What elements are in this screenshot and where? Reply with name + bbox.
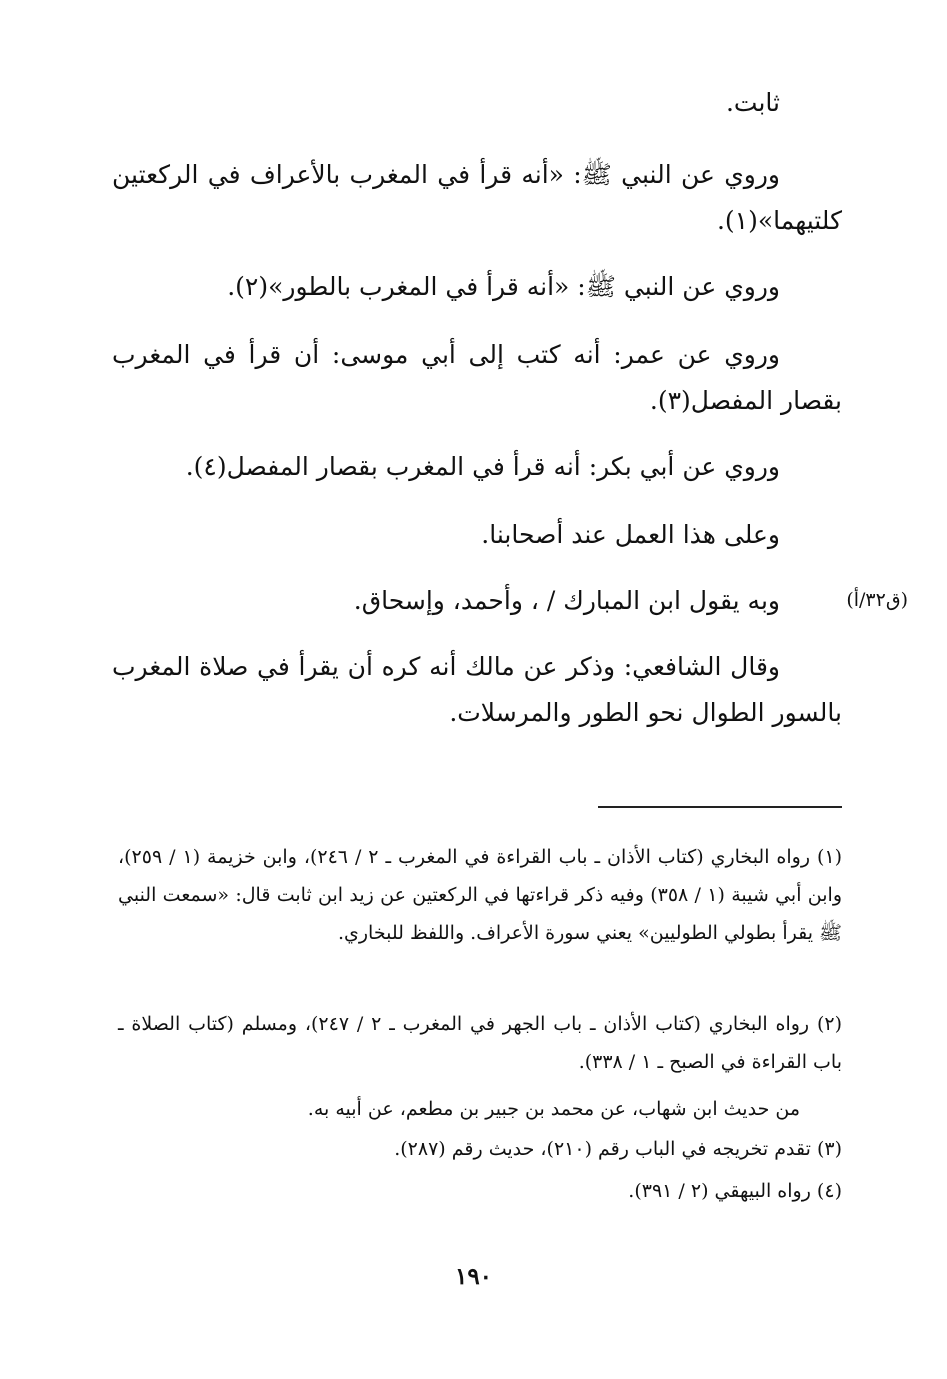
paragraph-2: وروي عن النبي ﷺ: «أنه قرأ في المغرب بالأعراف في الركعتين كلتيهما»(١). [112, 160, 842, 235]
manuscript-folio-note: (ق٣٢/أ) [846, 589, 908, 611]
paragraph-4: وروي عن عمر: أنه كتب إلى أبي موسى: أن قرأ في المغرب بقصار المفصل(٣). [112, 340, 842, 415]
page-number: ١٩٠ [454, 1263, 493, 1290]
paragraph-3: وروي عن النبي ﷺ: «أنه قرأ في المغرب بالطور»(٢). [227, 272, 780, 301]
footnote-2-continuation: من حديث ابن شهاب، عن محمد بن جبير بن مطعم، عن أبيه به. [307, 1098, 800, 1120]
footnote-4: (٤) رواه البيهقي (٢ / ٣٩١). [628, 1180, 842, 1202]
footnote-1: (١) رواه البخاري (كتاب الأذان ـ باب القراءة في المغرب ـ ٢ / ٢٤٦)، وابن خزيمة (١ / ٢٥٩)، وابن أبي شيبة (١ / ٣٥٨) وفيه ذكر قراءتها في الركعتين عن زيد ابن ثابت قال: «سمعت النبي ﷺ يقرأ بطولي الطوليين» يعني سورة الأعراف. واللفظ للبخاري. [118, 846, 843, 944]
paragraph-5: وروي عن أبي بكر: أنه قرأ في المغرب بقصار المفصل(٤). [185, 452, 780, 481]
paragraph-7: وبه يقول ابن المبارك / ، وأحمد، وإسحاق. [353, 586, 780, 615]
paragraph-1: ثابت. [725, 88, 780, 117]
footnote-2: (٢) رواه البخاري (كتاب الأذان ـ باب الجهر في المغرب ـ ٢ / ٢٤٧)، ومسلم (كتاب الصلاة ـ باب القراءة في الصبح ـ ١ / ٣٣٨). [118, 1013, 843, 1073]
footnote-3: (٣) تقدم تخريجه في الباب رقم (٢١٠)، حديث رقم (٢٨٧). [394, 1138, 842, 1160]
paragraph-6: وعلى هذا العمل عند أصحابنا. [481, 520, 780, 549]
paragraph-8: وقال الشافعي: وذكر عن مالك أنه كره أن يقرأ في صلاة المغرب بالسور الطوال نحو الطور والمرسلات. [112, 652, 842, 727]
footnote-separator [598, 806, 842, 808]
